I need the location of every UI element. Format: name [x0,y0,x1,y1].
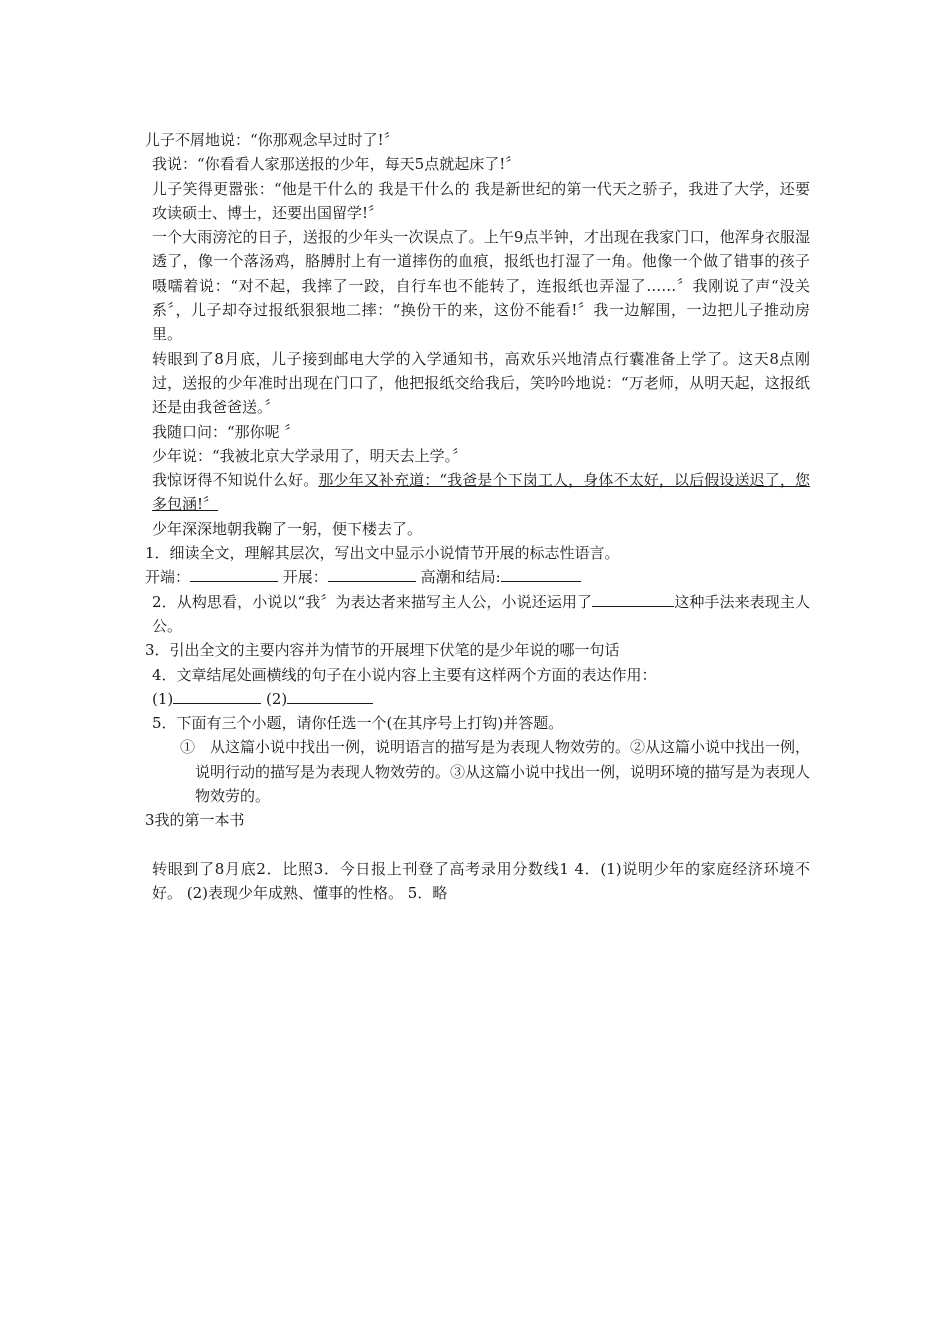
climax-label: 高潮和结局: [420,568,501,587]
question-5: 5．下面有三个小题，请你任选一个(在其序号上打钩)并答题。 [152,714,564,733]
question-2-text: 2．从构思看，小说以“我〞为表达者来描写主人公，小说还运用了 [152,592,593,611]
question-3: 3．引出全文的主要内容并为情节的开展埋下伏笔的是少年说的哪一句话 [145,641,620,660]
plain-sentence: 我惊讶得不知说什么好。 [152,471,319,490]
answer-key: 转眼到了8月底2．比照3．今日报上刊登了高考录用分数线1 4．(1)说明少年的家庭经济环境不好。 (2)表现少年成熟、懂事的性格。 5．略 [152,859,810,902]
document-body [145,128,810,905]
question-4: 4．文章结尾处画横线的句子在小说内容上主要有这样两个方面的表达作用： [152,665,657,684]
question-2-text-end: 这种手法来表现主人公。 [152,592,810,635]
second-label: (2) [266,689,288,708]
start-answer-blank[interactable] [190,566,278,582]
question-5-options: ① 从这篇小说中找出一例，说明语言的描写是为表现人物效劳的。②从这篇小说中找出一例，说明行动的描写是为表现人物效劳的。③从这篇小说中找出一例，说明环境的描写是为表现人物效劳的。 [180,738,811,806]
underlined-sentence: 那少年又补充道：“我爸是个下岗工人，身体不太好，以后假设送迟了，您多包涵!〞 [152,471,811,514]
question-1-blanks [145,565,810,589]
story-paragraph: 我随口问：“那你呢 〞 [152,422,300,441]
question-1: 1．细读全文，理解其层次，写出文中显示小说情节开展的标志性语言。 [145,544,620,563]
question-2 [145,590,810,639]
first-label: (1) [152,689,174,708]
start-label: 开端： [145,568,191,587]
story-paragraph: 我说：“你看看人家那送报的少年，每天5点就起床了!〞 [152,155,521,174]
story-paragraph: 儿子不屑地说：“你那观念早过时了!〞 [145,131,399,149]
story-paragraph: 转眼到了8月底，儿子接到邮电大学的入学通知书，高欢乐兴地清点行囊准备上学了。这天8点刚过，送报的少年准时出现在门口了，他把报纸交给我后，笑吟吟地说：“万老师，从明天起，这报纸还是由我爸爸送。〞 [152,349,810,417]
develop-answer-blank[interactable] [328,566,416,582]
spacer [145,833,810,857]
story-paragraph: 少年深深地朝我鞠了一躬，便下楼去了。 [152,519,423,538]
develop-label: 开展： [282,568,328,587]
story-paragraph: 一个大雨滂沱的日子，送报的少年头一次误点了。上午9点半钟，才出现在我家门口，他浑身衣服湿透了，像一个落汤鸡，胳膊肘上有一道摔伤的血痕，报纸也打湿了一角。他像一个做了错事的孩子嗫嚅着说：“对不起，我摔了一跤，自行车也不能转了，连报纸也弄湿了……〞我刚说了声“没关系〞，儿子却夺过报纸狠狠地二摔：“换份干的来，这份不能看!〞我一边解围，一边把儿子推动房里。 [152,228,810,344]
technique-answer-blank[interactable] [592,591,674,607]
second-effect-blank[interactable] [287,688,373,704]
story-paragraph-underlined [145,468,810,517]
section-title: 3我的第一本书 [145,811,245,830]
story-paragraph: 少年说：“我被北京大学录用了，明天去上学。〞 [152,446,468,465]
first-effect-blank[interactable] [173,688,261,704]
story-paragraph: 儿子笑得更嚣张：“他是干什么的 我是干什么的 我是新世纪的第一代天之骄子，我进了大学，还要攻读硕士、博士，还要出国留学!〞 [152,179,810,222]
question-4-blanks [145,687,810,711]
climax-answer-blank[interactable] [501,566,581,582]
